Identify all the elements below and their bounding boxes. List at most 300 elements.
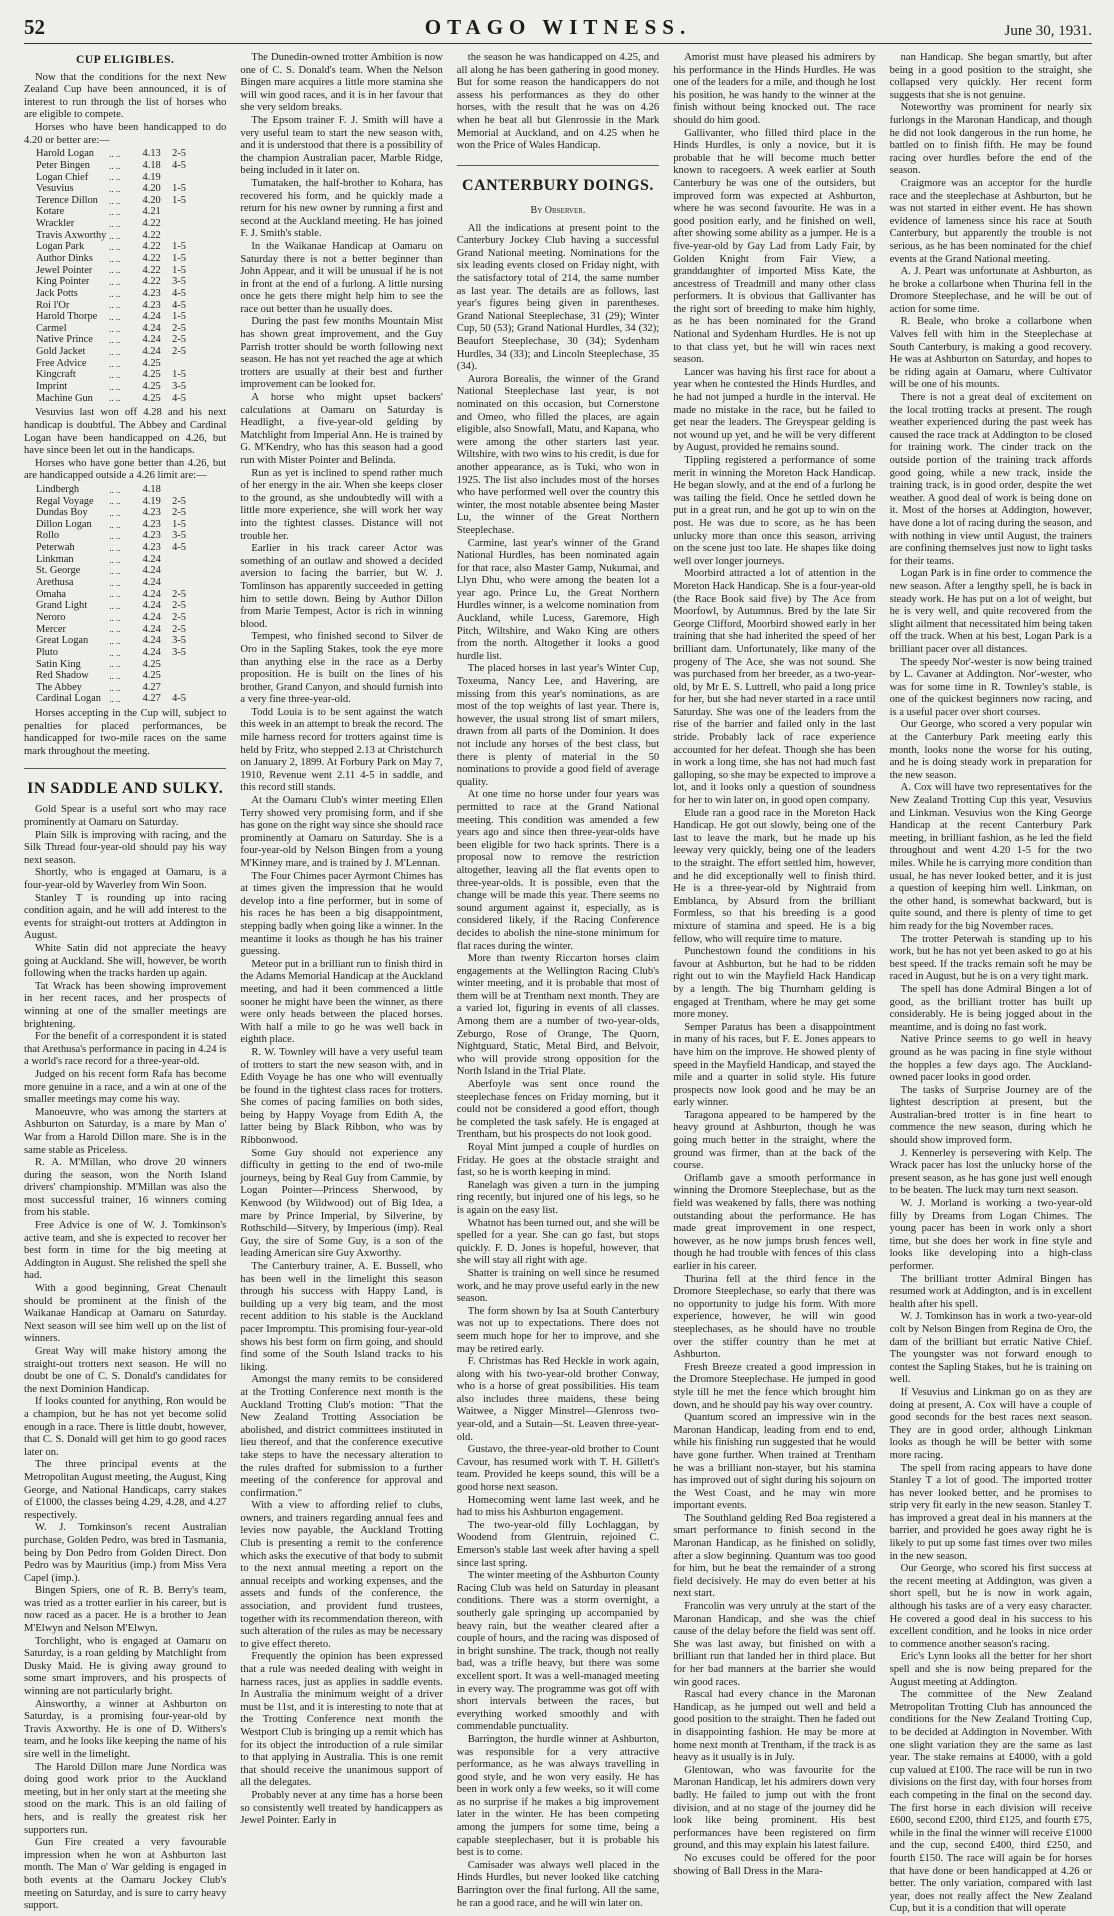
time-fraction: 1-5 (172, 264, 186, 276)
table-row (36, 507, 186, 519)
leader-dots: .. .. (109, 370, 121, 381)
handicap-time: 4.25 (142, 369, 161, 381)
paragraph: Shortly, who is engaged at Oamaru, is a four-year-old by Waverley from Win Soon. (24, 867, 227, 892)
paragraph: The two-year-old filly Lochlaggan, by Woodend from Glentruin, rejoined C. Emerson's stable last week after having a spell since last spring. (456, 1519, 660, 1569)
time-fraction (161, 358, 186, 370)
leader-dots: .. .. (109, 577, 121, 588)
handicap-time: 4.23 (142, 542, 161, 554)
horse-name: Grand Light (36, 600, 88, 612)
headline-cup-eligibles: CUP ELIGIBLES. (75, 54, 175, 66)
paragraph: Gold Spear is a useful sort who may race prominently at Oamaru on Saturday. (24, 804, 227, 829)
paragraph: The trotter Peterwah is standing up to his work, but he has not yet been asked to go at his best speed. If the tracks remain soft he may be raced in August, but he is on a very tight mark. (889, 933, 1092, 983)
leader-dots: .. .. (109, 589, 121, 600)
table-row (36, 253, 186, 265)
horse-name: Jack Potts (36, 287, 78, 299)
paragraph: During the past few months Mountain Mist has shown great improvement, and the Guy Parrish trotter should be worth following next season. He has not yet reached the age at which trotters are usually at their best and further improvement can be looked for. (240, 316, 443, 391)
page-number: 52 (24, 15, 45, 39)
leader-dots: .. .. (109, 507, 121, 518)
time-fraction: 1-5 (172, 253, 186, 264)
time-fraction: 4-5 (172, 287, 186, 299)
leader-dots: .. .. (109, 694, 121, 705)
handicap-time: 4.19 (142, 495, 161, 507)
table-row (36, 530, 186, 542)
paragraph: Gun Fire created a very favourable impression when he won at Ashburton last month. The Man o' War gelding is engaged in both events at the Oamaru Jockey Club's meeting on Saturday, and is sure to carry heavy support. (24, 1837, 227, 1912)
handicap-time: 4.27 (142, 681, 161, 693)
paragraph: Bingen Spiers, one of R. B. Berry's team, was tried as a trotter earlier in his career, but is now raced as a pacer. He is a brother to Jean M'Elwyn and Nelson M'Elwyn. (24, 1585, 227, 1635)
paragraph: Amorist must have pleased his admirers by his performance in the Hinds Hurdles. He was one of the leaders for a mile, and though he lost his position, he was handy to the winner at the finish without being knocked out. The race should do him good. (673, 52, 876, 126)
time-fraction (161, 565, 186, 577)
horse-name: Peter Bingen (36, 159, 90, 171)
horse-name: Red Shadow (36, 670, 89, 682)
paragraph: The Four Chimes pacer Ayrmont Chimes has at times given the impression that he would develop into a fine performer, but in some of his races he has been a big disappointment, stepping badly when going like a winner. In the meantime it looks as though he has his trainer guessing. (240, 870, 443, 958)
paragraph: Tat Wrack has been showing improvement in her recent races, and her prospects of winning at one of the smaller meetings are brightening. (24, 980, 227, 1030)
paragraph: Tempest, who finished second to Silver de Oro in the Sapling Stakes, took the eye more than anything else in the race as a Derby proposition. He is built on the lines of his brother, Grand Canyon, and should furnish into a very fine three-year-old. (240, 631, 443, 706)
paragraph: The speedy Nor'-wester is now being trained by L. Cavaner at Addington. Nor'-wester, who was for some time in R. Townley's stable, is one of the quickest beginners now racing, and is a useful pacer over short courses. (889, 656, 1092, 718)
horse-name: Harold Thorpe (36, 311, 98, 323)
paragraph: A horse who might upset backers' calculations at Oamaru on Saturday is Headlight, a five-year-old gelding by Matchlight from Imperial Ann. He is trained by G. M'Kendry, who has this season had a good run with Mister Pointer and Belinda. (240, 392, 443, 466)
leader-dots: .. .. (109, 624, 121, 635)
handicap-time: 4.21 (142, 206, 161, 218)
paragraph: The committee of the New Zealand Metropolitan Trotting Club has announced the conditions for the New Zealand Trotting Cup, to be decided at Addington in November. With one slight variation they are the same as last year. The stake remains at £4000, with a gold cup valued at £100. The race will be run in two divisions on the first day, with four horses from each competing in the final on the second day. The first horse in each division will receive £600, second £200, third £125, and fourth £75, while in the final the winner will receive £1000 and the cup, second £400, third £250, and fourth £150. The race will again be for horses that have done or been handicapped at 4.26 or better. The only variation, compared with last year, does not really affect the New Zealand Cup, but it is a condition that will operate (889, 1689, 1092, 1915)
paragraph: Great Way will make history among the straight-out trotters next season. He will no doubt be one of C. S. Donald's candidates for the next Dominion Handicap. (24, 1346, 227, 1395)
handicap-table-outside (36, 484, 186, 705)
table-row (36, 160, 186, 172)
handicap-time: 4.20 (142, 194, 161, 206)
horse-name: Dundas Boy (36, 507, 88, 519)
paragraph: Our George, who scored his first success at the recent meeting at Addington, was given a short spell, but he is now in work again, although his tasks are of a very easy character. He covered a good deal in his success to his excellent condition, and he looks in nice order to commence another season's racing. (889, 1563, 1092, 1650)
horse-name: Author Dinks (36, 253, 93, 264)
leader-dots: .. .. (109, 484, 121, 495)
leader-dots: .. .. (109, 647, 121, 658)
paragraph: Ranelagh was given a turn in the jumping ring recently, but injured one of his legs, so he is again on the easy list. (456, 1179, 660, 1216)
handicap-time: 4.18 (142, 159, 161, 171)
paragraph: The Southland gelding Red Boa registered a smart performance to finish second in the Maronan Handicap, as he finished on solidly, after a slow beginning. Quantum was too good for him, but he beat the remainder of a strong field decisively. He may do even better at his next start. (673, 1512, 876, 1600)
paragraph: Noteworthy was prominent for nearly six furlongs in the Maronan Handicap, and though he did not look dangerous in the run home, he battled on to finish fifth. He may be found racing over hurdles before the end of the season. (889, 102, 1092, 177)
leader-dots: .. .. (109, 323, 121, 334)
table-row (36, 218, 186, 230)
horse-name: Dillon Logan (36, 518, 92, 530)
table-row (36, 230, 186, 242)
table-row (36, 647, 186, 659)
table-row (36, 542, 186, 554)
table-row (36, 241, 186, 253)
horse-name: Wrackler (36, 218, 75, 230)
paragraph: Our George, who scored a very popular win at the Canterbury Park meeting early this month, looks none the worse for his outing, and he is doing steady work in preparation for the new season. (889, 719, 1092, 781)
headline-canterbury-doings: CANTERBURY DOINGS. (457, 165, 659, 195)
handicap-time: 4.24 (142, 588, 161, 600)
paragraph: White Satin did not appreciate the heavy going at Auckland. She will, however, be worth following when the tracks harden up again. (24, 943, 227, 980)
horse-name: Lindbergh (36, 483, 80, 495)
paragraph: the season he was handicapped on 4.25, and all along he has been gathering in good money. But for some reason the handicappers do not assess his performances as they do other horses, with the result that he was on 4.26 when he beat all but Glenrossie in the Mark Memorial at Auckland, and on 4.25 when he won the Price of Wales Handicap. (456, 52, 660, 152)
leader-dots: .. .. (109, 183, 121, 194)
saddle-and-sulky-body (24, 804, 226, 1912)
handicap-time: 4.25 (142, 381, 161, 393)
headline-saddle-and-sulky: IN SADDLE AND SULKY. (24, 768, 226, 798)
paragraph: Now that the conditions for the next New Zealand Cup have been announced, it is of interest to run through the list of horses who are eligible to compete. (24, 71, 227, 121)
paragraph: Native Prince seems to go well in heavy ground as he was pacing in fine style without the hopples a few days ago. The Auckland-owned pacer looks in good order. (889, 1034, 1092, 1084)
table-row (36, 346, 186, 358)
paragraph: Glentowan, who was favourite for the Maronan Handicap, let his admirers down very badly. He failed to jump out with the front division, and at no stage of the journey did he look like being prominent. His best performances have been registered on firm ground, and this may explain his latest failure. (673, 1764, 876, 1852)
paragraph: Lancer was having his first race for about a year when he contested the Hinds Hurdles, and he had not jumped a hurdle in the interval. He made no mistake in the race, but he failed to get near the leaders. The Greyspear gelding is not wound up yet, and he will be very different by August, provided he remains sound. (673, 366, 876, 454)
paragraph: Ainsworthy, a winner at Ashburton on Saturday, is a promising four-year-old by Travis Axworthy. He is one of D. Withers's team, and he looks like keeping the name of his sire well in the limelight. (24, 1698, 227, 1760)
paragraph: nan Handicap. She began smartly, but after being in a good position to the straight, she collapsed very quickly. Her recent form suggests that she is not genuine. (889, 52, 1092, 101)
paragraph: Taragona appeared to be hampered by the heavy ground at Ashburton, though he was going much better in the straight, where the ground was firmer, than at the back of the course. (673, 1109, 876, 1172)
paragraph: Horses who have been handicapped to do 4.20 or better are:— (24, 122, 227, 146)
time-fraction: 1-5 (172, 241, 186, 253)
horse-name: The Abbey (36, 681, 82, 693)
paragraph: Amongst the many remits to be considered at the Trotting Conference next month is the Auckland Trotting Club's motion: "That the New Zealand Trotting Association be abolished, and district committees instituted in lieu thereof, and that the conference executive take steps to have the necessary alteration to the rules drafted for submission to a further meeting of the conference for approval and confirmation." (240, 1374, 443, 1499)
publication-title: OTAGO WITNESS. (424, 15, 692, 39)
time-fraction: 1-5 (172, 518, 186, 530)
leader-dots: .. .. (109, 335, 121, 346)
paragraph: If looks counted for anything, Ron would be a champion, but he has not yet become solid enough in a race. There is little doubt, however, that C. S. Donald will get him to go good races later on. (24, 1396, 227, 1458)
column-5 (890, 52, 1092, 1916)
table-row (36, 393, 186, 405)
handicap-time: 4.24 (142, 646, 161, 658)
paragraph: Meteor put in a brilliant run to finish third in the Adams Memorial Handicap at the Auckland meeting, and had it been commenced a little sooner he might have been the winner, as there were only heads between the placed horses. With half a mile to go he was well back in eighth place. (240, 958, 443, 1046)
table-row (36, 589, 186, 601)
paragraph: Frequently the opinion has been expressed that a rule was needed dealing with weight in harness races, just as applies in saddle events. In Australia the minimum weight of a driver must be 11st, and it is interesting to note that at the Trotting Conference next month the Westport Club is bringing up a remit which has for its object the introduction of a rule similar to that applying in Australia. This is one remit that should receive the unanimous support of all the delegates. (240, 1651, 443, 1789)
horse-name: Roi l'Or (36, 299, 70, 311)
horse-name: Gold Jacket (36, 346, 86, 358)
horse-name: Great Logan (36, 635, 89, 647)
leader-dots: .. .. (109, 670, 121, 681)
table-row (36, 148, 186, 160)
table-row (36, 612, 186, 624)
table-row (36, 635, 186, 647)
paragraph: With a good beginning, Great Chenault should be prominent at the finish of the Waikanae Handicap at Oamaru on Saturday. Next season will see him well up on the list of winners. (24, 1283, 227, 1345)
table-row (36, 484, 186, 496)
time-fraction: 3-5 (172, 530, 186, 542)
time-fraction: 4-5 (172, 542, 186, 554)
table-row (36, 381, 186, 393)
time-fraction: 4-5 (172, 392, 186, 404)
paragraph: A. J. Peart was unfortunate at Ashburton, as he broke a collarbone when Thurina fell in the Dromore Steeplechase, and he will be out of action for some time. (889, 266, 1092, 315)
table-row (36, 334, 186, 346)
time-fraction: 2-5 (172, 600, 186, 612)
paragraph: Camisader was always well placed in the Hinds Hurdles, but never looked like catching Barrington over the final furlong. All the same, he ran a good race, and he will win later on. (456, 1859, 660, 1909)
paragraph: The spell has done Admiral Bingen a lot of good, as the brilliant trotter has built up considerably. He is being jogged about in the meantime, and is doing no fast work. (889, 983, 1092, 1033)
paragraph: Tippling registered a performance of some merit in winning the Moreton Hack Handicap. He began slowly, and at the end of a furlong he was tailing the field. Once he settled down he put in a great run, and he got up to win on the post. He was due to score, as he has been unlucky more than once this season, arriving on the scene just too late. He shapes like doing well over longer journeys. (673, 455, 876, 567)
handicap-time: 4.19 (142, 171, 161, 183)
paragraph: The Epsom trainer F. J. Smith will have a very useful team to start the new season with, and it is understood that there is a possibility of the champion Australian pacer, Marble Ridge, being included in it later on. (240, 114, 443, 177)
table-row (36, 682, 186, 694)
paragraph: Aberfoyle was sent once round the steeplechase fences on Friday morning, but it could not be considered a good effort, though he completed the task safely. He is engaged at Trentham, but his prospects do not look good. (456, 1079, 660, 1141)
time-fraction: 2-5 (172, 346, 186, 358)
time-fraction: 2-5 (172, 148, 186, 160)
time-fraction: 1-5 (172, 311, 186, 323)
leader-dots: .. .. (109, 195, 121, 206)
table-row (36, 276, 186, 288)
paragraph: Probably never at any time has a horse been so consistently well treated by handicappers as Jewel Pointer. Early in (240, 1789, 443, 1827)
paragraph: The spell from racing appears to have done Stanley T a lot of good. The imported trotter has never looked better, and he promises to strip very fit early in the new season. Stanley T. has improved a great deal in his manners at the barrier, and provided he goes away right he is likely to put up some fast times over two miles in the new season. (889, 1462, 1092, 1562)
leader-dots: .. .. (109, 149, 121, 160)
time-fraction: 3-5 (172, 635, 186, 647)
handicap-time: 4.25 (142, 658, 161, 670)
leader-dots: .. .. (109, 207, 121, 218)
paragraph: W. J. Tomkinson has in work a two-year-old colt by Nelson Bingen from Regina de Oro, the dam of the brilliant but erratic Native Chief. The youngster was not forward enough to contest the Sapling Stakes, but he is training on well. (889, 1311, 1092, 1386)
paragraph: Fresh Breeze created a good impression in the Dromore Steeplechase. He jumped in good style till he met the fence which brought him down, and he should pay his way over country. (673, 1361, 876, 1411)
paragraph: All the indications at present point to the Canterbury Jockey Club having a successful Grand National meeting. Nominations for the six leading events closed on Friday night, with the satisfactory total of 214, the same number as last year. The details are as follows, last year's figures being given in parentheses. Grand National Steeplechase, 31 (29); Winter Cup, 50 (53); Grand National Hurdles, 34 (32); Beaufort Steeplechase, 30 (34); Sydenham Hurdles, 34 (33); and Lincoln Steeplechase, 35 (34). (456, 222, 660, 373)
table-row (36, 519, 186, 531)
handicap-time: 4.23 (142, 518, 161, 530)
time-fraction: 2-5 (172, 611, 186, 623)
horse-name: Jewel Pointer (36, 264, 93, 276)
paragraph: W. J. Morland is working a two-year-old filly by Dreams from Logan Chimes. The young pacer has been in work only a short time, but she does her work in fine style and looks like developing into a high-class performer. (889, 1198, 1092, 1272)
handicap-time: 4.24 (142, 346, 161, 358)
horse-name: Machine Gun (36, 392, 93, 404)
paragraph: R. Beale, who broke a collarbone when Valves fell with him in the Steeplechase at South Canterbury, is making a good recovery. He was at Ashburton on Saturday, and hopes to be riding again at Oamaru, where Cultivator will be one of his mounts. (889, 316, 1092, 391)
paragraph: F. Christmas has Red Heckle in work again, along with his two-year-old brother Conway, who is a horse of great possibilities. His team also includes three maidens, these being Waitwee, a Nigger Minstrel—Glenross two-year-old, and a Sutain—St. Leaven three-year-old. (456, 1356, 660, 1443)
paragraph: Some Guy should not experience any difficulty in getting to the end of two-mile journeys, being by Real Guy from Cammie, by Logan Pointer—Princess Sherwood, by Kenwood (by Wildwood) out of Big Idea, a mare by Prince Imperial, by Silverine, by Rothschild—Sitvery, by Imperious (imp). Real Guy, the sire of Some Guy, is a son of the leading American sire Guy Axworthy. (240, 1147, 443, 1260)
handicap-time: 4.22 (142, 229, 161, 241)
leader-dots: .. .. (109, 172, 121, 183)
column-4 (673, 52, 875, 1916)
leader-dots: .. .. (109, 612, 121, 623)
horse-name: Kotare (36, 206, 65, 218)
column-3 (457, 52, 659, 1916)
leader-dots: .. .. (109, 242, 121, 253)
table-row (36, 265, 186, 277)
paragraph: The brilliant trotter Admiral Bingen has resumed work at Addington, and is in excellent health after his spell. (889, 1273, 1092, 1310)
time-fraction (161, 172, 186, 184)
table-row (36, 323, 186, 335)
paragraph: Vesuvius last won off 4.28 and his next handicap is doubtful. The Abbey and Cardinal Logan have been handicapped on 4.26, but have since been let out in the handicaps. (24, 407, 227, 457)
paragraph: Semper Paratus has been a disappointment in many of his races, but F. E. Jones appears to have him on the improve. He showed plenty of speed in the Mayfield Handicap, and stayed the mile and a quarter in solid style. His future prospects now look good and he may be an early winner. (673, 1021, 876, 1109)
paragraph: The Dunedin-owned trotter Ambition is now one of C. S. Donald's team. When the Nelson Bingen mare acquires a little more stamina she will win good races, and it is in her favour that she very seldom breaks. (240, 52, 443, 114)
time-fraction: 3-5 (172, 381, 186, 393)
handicap-time: 4.25 (142, 392, 161, 404)
paragraph: The tasks of Surprise Journey are of the lightest description at present, but the Australian-bred trotter is in fine heart to commence the new season, during which he should show improved form. (889, 1084, 1092, 1147)
horse-name: Logan Park (36, 241, 85, 253)
paragraph: Oriflamb gave a smooth performance in winning the Dromore Steeplechase, but as the field was weakened by falls, there was nothing outstanding about the performance. He has made great improvement in one respect, however, as he now jumps brush fences well, though he had trouble with fences of this class earlier in his career. (673, 1172, 876, 1272)
handicap-time: 4.24 (142, 577, 161, 589)
handicap-time: 4.24 (142, 322, 161, 334)
leader-dots: .. .. (109, 311, 121, 322)
time-fraction: 2-5 (172, 495, 186, 507)
horse-name: Peterwah (36, 542, 75, 554)
table-row (36, 369, 186, 381)
leader-dots: .. .. (109, 300, 121, 311)
paragraph: Quantum scored an impressive win in the Maronan Handicap, leading from end to end, while his finishing run suggested that he would have gone further. When trained at Trentham he was a brilliant non-stayer, but his stamina has improved out of sight during his sojourn on the West Coast, and he may win more important events. (673, 1412, 876, 1512)
paragraph: Barrington, the hurdle winner at Ashburton, was responsible for a very attractive performance, as he was always travelling in good style, and he won very easily. He has been in work only a few weeks, so it will come as no surprise if he makes a big improvement later in the winter. He has been competing among the jumpers for some time, being a capable steeplechaser, but it is probable his best is to come. (456, 1733, 660, 1859)
paragraph: Homecoming went lame last week, and he had to miss his Ashburton engagement. (456, 1494, 660, 1519)
handicap-time: 4.25 (142, 357, 161, 369)
handicap-time: 4.23 (142, 287, 161, 299)
paragraph: Gallivanter, who filled third place in the Hinds Hurdles, is only a novice, but it is probable that he will become much better known to racegoers. A week earlier at South Canterbury he was one of the outsiders, but improved form was expected at Ashburton, where he was second favourite. He was in a good position early, and he finished on well, after showing some ability as a jumper. He is a five-year-old by Gay Lad from Lady Fair, by Golden Knight from Fair View, a granddaughter of imported Miss Kate, the ancestress of Treadmill and many other class performers. It is obvious that Gallivanter has the right sort of breeding to make him highly, as he has been nominated for the Grand National and Sydenham Hurdles. He is not up to that class yet, but he will win races next season. (673, 127, 876, 366)
paragraph: Eric's Lynn looks all the better for her short spell and she is now being prepared for the August meeting at Addington. (889, 1651, 1092, 1688)
horse-name: Kingcraft (36, 369, 76, 381)
table-row (36, 172, 186, 184)
handicap-time: 4.23 (142, 507, 161, 519)
handicap-time: 4.24 (142, 553, 161, 565)
handicap-time: 4.24 (142, 611, 161, 623)
paragraph: Horses who have gone better than 4.26, but are handicapped outside a 4.26 limit are:— (24, 457, 227, 482)
paragraph: Francolin was very unruly at the start of the Maronan Handicap, and she was the chief cause of the delay before the field was sent off. She was last away, but finished on with a brilliant run that landed her in third place. But for her bad manners at the barrier she would win good races. (673, 1601, 876, 1688)
column-2 (240, 52, 442, 1916)
paragraph: Horses accepting in the Cup will, subject to penalties for placed performances, be handicapped for two-mile races on the same mark throughout the meeting. (24, 708, 227, 757)
table-row (36, 577, 186, 589)
table-row (36, 311, 186, 323)
time-fraction: 2-5 (172, 588, 186, 600)
paragraph: W. J. Tomkinson's recent Australian purchase, Golden Pedro, was bred in Tasmania, being by Don Pedro from Golden Direct. Don Pedro was by Mauritius (imp.) from Miss Vera Capel (imp.). (24, 1522, 227, 1584)
handicap-time: 4.24 (142, 334, 161, 346)
paragraph: Shatter is training on well since he resumed work, and he may prove useful early in the new season. (456, 1267, 660, 1305)
time-fraction: 2-5 (172, 322, 186, 334)
handicap-time: 4.20 (142, 183, 161, 195)
horse-name: Rollo (36, 530, 60, 542)
horse-name: Regal Voyage (36, 495, 94, 507)
paragraph: Logan Park is in fine order to commence the new season. After a lengthy spell, he is back in steady work. He has put on a lot of weight, but he is very well, and quite recovered from the slight ailment that necessitated him being taken off the track. When at his best, Logan Park is a brilliant pacer over all distances. (889, 568, 1092, 655)
paragraph: Carmine, last year's winner of the Grand National Hurdles, has been nominated again for that race, also Master Gamp, Nukumai, and Llyn Dhu, who were among the beaten lot a year ago. Prince Lu, the Great Northern Hurdles winner, is a welcome nomination from Auckland, while Lucess, Garemore, High Pitch, Wiltshire, and Wako King are others from the north. Altogether it looks a good hurdle list. (456, 537, 660, 662)
paragraph: Aurora Borealis, the winner of the Grand National Steeplechase last year, is not nominated on this occasion, but Cornerstone and Omeo, who filled the places, are again eligible, also Snowfall, Matu, and Kapana, who were among the other starters last year. Wiltshire, with two wins to his credit, is due for another appearance, as is Tuki, who won in 1925. The list also includes most of the horses who have performed well over the country this winter, the most notable absentee being Master Lu, the winner of the Great Northern Steeplechase. (456, 373, 660, 536)
leader-dots: .. .. (109, 381, 121, 392)
horse-name: King Pointer (36, 276, 90, 288)
time-fraction: 2-5 (172, 623, 186, 635)
paragraph: Run as yet is inclined to spend rather much of her energy in the air. When she keeps closer to the ground, as she undoubtedly will with a little more experience, she will work her way into the tightest classes. Distance will not trouble her. (240, 467, 443, 542)
paragraph: A. Cox will have two representatives for the New Zealand Trotting Cup this year, Vesuvius and Linkman. Vesuvius won the King George Handicap at the recent Canterbury Park meeting, in brilliant fashion, as he led the field throughout and went 4.20 1-5 for the two miles. While he is carrying more condition than usual, he has never looked better, and it is just a question of keeping him well. Linkman, on the other hand, is somewhat backward, but is quite sound, and there is plenty of time to get him ready for the big November races. (889, 782, 1092, 932)
leader-dots: .. .. (109, 393, 121, 404)
horse-name: Neroro (36, 611, 66, 623)
table-row (36, 600, 186, 612)
paragraph: Tumataken, the half-brother to Kohara, has recovered his form, and he quickly made a return for his new owner by running a first and second at the Auckland meeting. He has joined F. J. Smith's stable. (240, 177, 443, 240)
masthead (24, 14, 1092, 44)
time-fraction: 2-5 (172, 507, 186, 519)
time-fraction (161, 682, 186, 694)
paragraph: The placed horses in last year's Winter Cup, Toxeuma, Nancy Lee, and Havering, are missing from this year's nominations, as are most of the top weights of last year. There is, however, the usual strong list of smart milers, drawn from all parts of the Dominion. It does not include any horses of the best class, but there is plenty of material in the 50 nominations to provide a good field of average quality. (456, 663, 660, 788)
paragraph: At the Oamaru Club's winter meeting Ellen Terry showed very promising form, and if she has gone on the right way since she should race prominently at Oamaru on Saturday. She is a four-year-old by Nelson Bingen from a young M'Kinney mare, and is trained by J. M'Lennan. (240, 795, 443, 869)
table-row (36, 554, 186, 566)
time-fraction: 3-5 (172, 646, 186, 658)
paragraph: Todd Louia is to be sent against the watch this week in an attempt to break the record. The mile harness record for trotters against time is held by Fritz, who stepped 2.13 at Christchurch on January 2, 1899. At Forbury Park on May 7, 1910, Revenue went 2.11 4-5 in saddle, and this record still stands. (240, 706, 443, 794)
handicap-time: 4.24 (142, 635, 161, 647)
leader-dots: .. .. (109, 288, 121, 299)
table-row (36, 195, 186, 207)
paragraph: Rascal had every chance in the Maronan Handicap, as he jumped out well and held a good position to the straight. Then he faded out in disappointing fashion. He may be more at home next month at Trentham, if the track is as heavy as it usually is in July. (673, 1689, 876, 1764)
paragraph: Craigmore was an acceptor for the hurdle race and the steeplechase at Ashburton, but he was not started in either event. He has shown evidence of lameness since his race at South Canterbury, but apparently the trouble is not serious, as he has been nominated for the chief events at the Grand National meeting. (889, 177, 1092, 265)
horse-name: Carmel (36, 322, 67, 334)
table-row (36, 183, 186, 195)
leader-dots: .. .. (109, 218, 121, 229)
paragraph: Gustavo, the three-year-old brother to Count Cavour, has resumed work with T. H. Gillett's team. Provided he keeps sound, this will be a good horse next season. (456, 1444, 660, 1494)
handicap-time: 4.22 (142, 264, 161, 276)
leader-dots: .. .. (109, 496, 121, 507)
leader-dots: .. .. (109, 531, 121, 542)
paragraph: Free Advice is one of W. J. Tomkinson's active team, and she is expected to recover her best form in time for the big meeting at Addington in August. She relished the spell she had. (24, 1220, 227, 1282)
time-fraction: 2-5 (172, 334, 186, 346)
leader-dots: .. .. (109, 277, 121, 288)
paragraph: Plain Silk is improving with racing, and the Silk Thread four-year-old should pay his way next season. (24, 829, 227, 866)
handicap-time: 4.13 (142, 148, 161, 160)
horse-name: Native Prince (36, 334, 93, 346)
paragraph: The form shown by Isa at South Canterbury was not up to expectations. There does not seem much hope for her to improve, and she may be retired early. (456, 1305, 660, 1355)
handicap-time: 4.27 (142, 693, 161, 705)
table-row (36, 693, 186, 705)
leader-dots: .. .. (109, 160, 121, 171)
paragraph: Thurina fell at the third fence in the Dromore Steeplechase, so early that there was no opportunity to judge his form. With more experience, however, he will win good steeplechases, as he should have no trouble over the stiffer country than he met at Ashburton. (673, 1273, 876, 1361)
horse-name: St. George (36, 565, 81, 577)
table-row (36, 300, 186, 312)
handicap-time: 4.23 (142, 299, 161, 311)
horse-name: Pluto (36, 646, 58, 658)
time-fraction (161, 230, 186, 242)
time-fraction: 1-5 (172, 183, 186, 195)
paragraph: No excuses could be offered for the poor showing of Ball Dress in the Mara- (673, 1852, 876, 1877)
time-fraction: 3-5 (172, 276, 186, 288)
paragraph: Torchlight, who is engaged at Oamaru on Saturday, is a roan gelding by Matchlight from Dusky Maid. He is giving away ground to some smart improvers, and his prospects of winning are not particularly bright. (24, 1635, 227, 1698)
horse-name: Harold Logan (36, 148, 94, 160)
handicap-time: 4.22 (142, 241, 161, 253)
paragraph: Manoeuvre, who was among the starters at Ashburton on Saturday, is a mare by Man o' War from a Harold Dillon mare. She is in the same stable as Priceless. (24, 1106, 227, 1156)
table-row (36, 565, 186, 577)
paragraph: With a view to affording relief to clubs, owners, and trainers regarding annual fees and levies now payable, the Auckland Trotting Club is presenting a remit to the conference which asks the executive of that body to submit to the next annual meeting a report on the annual receipts and working expenses, and the assets and funds of the conference, the association, and provident fund trustees, together with its recommendation thereon, with such alteration of the rules as may be necessary to give effect thereto. (240, 1500, 443, 1650)
time-fraction (161, 206, 186, 218)
handicap-time: 4.24 (142, 565, 161, 577)
handicap-time: 4.24 (142, 600, 161, 612)
horse-name: Travis Axworthy (36, 229, 107, 241)
horse-name: Imprint (36, 381, 68, 393)
leader-dots: .. .. (109, 554, 121, 565)
paragraph: Stanley T is rounding up into racing condition again, and he will add interest to the events for straight-out trotters at Addington in August. (24, 892, 227, 942)
paragraph: At one time no horse under four years was permitted to race at the Grand National meeting. This condition was amended a few years ago and since then three-year-olds have been eligible for two hack sprints. There is a proposal now to remove the restriction altogether, leaving all the flat events open to three-year-olds. It is possible, even that the change will be made this year. There seems no sound argument against it, especially, as is considered likely, if the Racing Conference decides to abolish the nine-stone minimum for flat races during the winter. (456, 789, 660, 952)
horse-name: Linkman (36, 553, 74, 565)
horse-name: Terence Dillon (36, 194, 98, 206)
horse-name: Omaha (36, 588, 67, 600)
horse-name: Free Advice (36, 357, 87, 369)
leader-dots: .. .. (109, 636, 121, 646)
leader-dots: .. .. (109, 682, 121, 693)
time-fraction: 4-5 (172, 693, 186, 705)
table-row (36, 206, 186, 218)
paragraph: Whatnot has been turned out, and she will be spelled for a year. She can go fast, but stops quickly. F. D. Jones is hopeful, however, that she will stay all right with age. (456, 1217, 660, 1267)
paragraph: Judged on his recent form Rafa has become more genuine in a race, and a win at one of the smaller meetings may come his way. (24, 1068, 227, 1106)
paragraph: If Vesuvius and Linkman go on as they are doing at present, A. Cox will have a couple of good seconds for the best races next season. They are in good order, although Linkman looks as though he will be better with some more racing. (889, 1386, 1092, 1461)
paragraph: R. W. Townley will have a very useful team of trotters to start the new season with, and in Edith Voyage he has one who will eventually be found in the tightest class races for trotters. She comes of pacing families on both sides, being by Happy Voyage from Edith A, the latter being by Black Ribbon, who was by Ribbonwood. (240, 1046, 443, 1147)
paragraph: The Harold Dillon mare June Nordica was doing good work prior to the Auckland meeting, but in her only start at the meeting she stood on the mark. This is an old failing of hers, and is really the greatest risk her supporters run. (24, 1761, 227, 1836)
canterbury-doings-body (457, 223, 659, 1911)
table-row (36, 624, 186, 636)
paragraph: The winter meeting of the Ashburton County Racing Club was held on Saturday in pleasant conditions. There was a storm overnight, a southerly gale springing up accompanied by heavy rain, but the weather cleared after a couple of hours, and the racing was disposed of in bright sunshine. The track, though not really bad, was a trifle heavy, but there was some excellent sport. It was a well-managed meeting in every way. The programme was got off with short intervals between the races, but everything worked smoothly and with commendable punctuality. (456, 1570, 660, 1733)
paragraph: In the Waikanae Handicap at Oamaru on Saturday there is not a better beginner than John Appear, and it will be unusual if he is not in front at the end of a furlong. A little nursing once he gets there might help him to see the race out better than he usually does. (240, 240, 443, 315)
leader-dots: .. .. (109, 346, 121, 357)
horse-name: Logan Chief (36, 171, 89, 183)
paragraph: The three principal events at the Metropolitan August meeting, the August, King George, and National Handicaps, carry stakes of £1000, the classes being 4.29, 4.28, and 4.27 respectively. (24, 1459, 227, 1521)
table-row (36, 288, 186, 300)
handicap-time: 4.22 (142, 218, 161, 230)
leader-dots: .. .. (109, 542, 121, 553)
issue-date: June 30, 1931. (1004, 23, 1092, 39)
handicap-time: 4.25 (142, 670, 161, 682)
time-fraction: 4-5 (172, 159, 186, 171)
paragraph: J. Kennerley is persevering with Kelp. The Wrack pacer has lost the unlucky horse of the present season, as he has gone just well enough to be beaten. The luck may turn next season. (889, 1147, 1092, 1197)
handicap-time: 4.22 (142, 253, 161, 264)
byline: By Observer. (530, 204, 586, 216)
time-fraction: 1-5 (172, 369, 186, 381)
paragraph: Punchestown found the conditions in his favour at Ashburton, but he had to be ridden right out to win the Mayfield Hack Handicap by a length. The big Thurnham gelding is engaged at Trentham, where he may get some more money. (673, 946, 876, 1021)
time-fraction (161, 554, 186, 566)
time-fraction (161, 670, 186, 682)
leader-dots: .. .. (109, 265, 121, 276)
paragraph: More than twenty Riccarton horses claim engagements at the Wellington Racing Club's winter meeting, and it is probable that most of them will be at Trentham next month. They are a varied lot, figuring in events of all classes. Among them are a number of two-year-olds, Zeburgo, Rose of Orange, The Quorn, Nightguard, Static, Metal Bird, and Belvoir, who will provide strong opposition for the North Island in the Trial Plate. (456, 953, 660, 1078)
paragraph: Earlier in his track career Actor was something of an outlaw and showed a decided aversion to facing the barrier, but W. J. Tomlinson has apparently succeeded in getting him to settle down. Being by Author Dillon from Marie Tempest, Actor is rich in winning blood. (240, 543, 443, 630)
paragraph: There is not a great deal of excitement on the local trotting tracks at present. The rough weather experienced during the past week has caused the race track at Addington to be closed for training work. The cinder track on the outside portion of the training track affords good going, while a new track, inside the training track, is in good order, despite the wet weather. A good deal of work is being done on it. Most of the horses at Addington, however, have done a lot of racing during the season, and with nothing in view until August, the trainers are confining themselves just now to light tasks for their teams. (889, 392, 1092, 567)
leader-dots: .. .. (109, 230, 121, 241)
time-fraction: 4-5 (172, 299, 186, 311)
leader-dots: .. .. (109, 659, 121, 670)
leader-dots: .. .. (109, 358, 121, 369)
handicap-time: 4.24 (142, 311, 161, 323)
time-fraction (161, 659, 186, 671)
